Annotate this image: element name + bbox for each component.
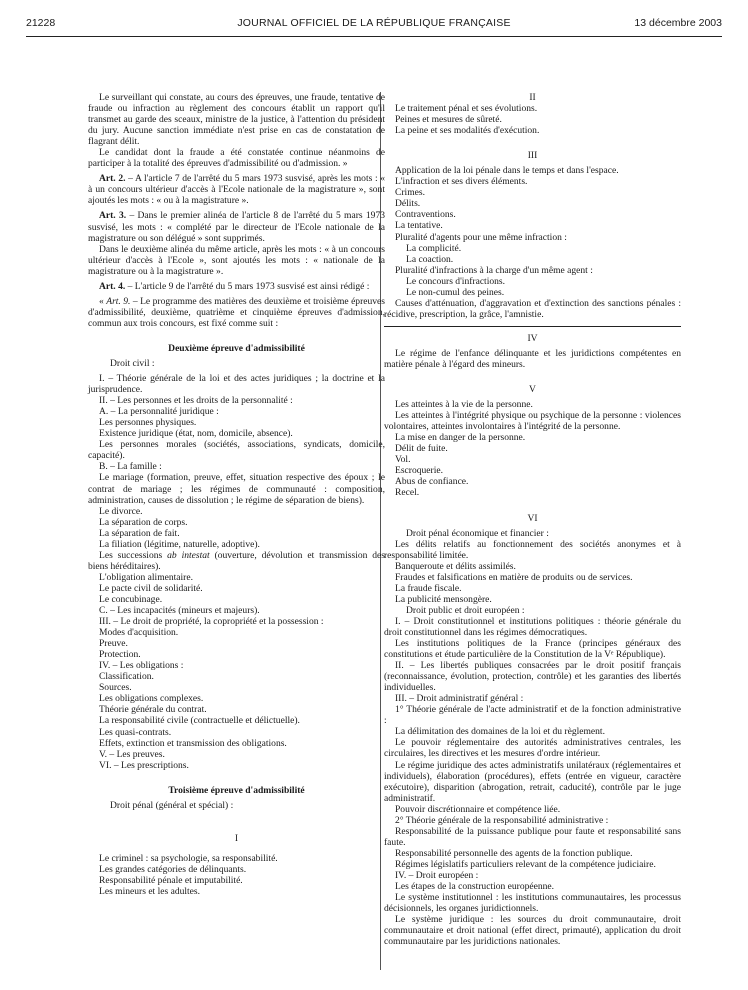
- list-item: Classification.: [99, 671, 154, 683]
- list-item: Effets, extinction et transmission des obligations.: [99, 737, 287, 749]
- list-item: Crimes.: [395, 187, 425, 199]
- list-item: Le régime de l'enfance délinquante et les juridictions compétentes en matière pénale à l'égard des mineurs.: [384, 347, 681, 370]
- list-item: III. – Droit administratif général :: [395, 693, 524, 705]
- article-label: Art. 3.: [99, 210, 127, 222]
- list-item: Le régime juridique des actes administratifs unilatéraux (réglementaires et individuels), élaboration (procédures), effets (entrée en vigueur, caractère exécutoire), disparition (abrogation, retrait, caducité), contrôle par le juge administratif.: [384, 759, 681, 804]
- page-number: 21228: [26, 17, 56, 29]
- list-item: V. – Les preuves.: [99, 748, 165, 760]
- publication-date: 13 décembre 2003: [634, 17, 722, 29]
- section-heading: Deuxième épreuve d'admissibilité: [168, 342, 305, 354]
- list-item: La publicité mensongère.: [395, 593, 492, 605]
- list-item: 2° Théorie générale de la responsabilité administrative :: [395, 814, 609, 826]
- list-item: Pouvoir discrétionnaire et compétence liée.: [395, 803, 561, 815]
- list-item: Les atteintes à l'intégrité physique ou psychique de la personne : violences volontaires, atteintes involontaires à l'intégrité de la personne.: [384, 410, 681, 433]
- roman-numeral: I: [234, 832, 239, 844]
- list-item: Les personnes morales (sociétés, associations, syndicats, domicile, capacité).: [88, 439, 385, 462]
- list-item: Protection.: [99, 649, 141, 661]
- list-item: L'infraction et ses divers éléments.: [395, 176, 528, 188]
- list-item: Les atteintes à la vie de la personne.: [395, 399, 533, 411]
- article-text: – L'article 9 de l'arrêté du 5 mars 1973 susvisé est ainsi rédigé :: [125, 280, 370, 292]
- list-item: 1° Théorie générale de l'acte administratif et de la fonction administrative :: [384, 704, 681, 727]
- list-item: Le traitement pénal et ses évolutions.: [395, 103, 538, 115]
- journal-title: JOURNAL OFFICIEL DE LA RÉPUBLIQUE FRANÇAISE: [237, 17, 511, 29]
- paragraph: Le candidat dont la fraude a été constatée continue néanmoins de participer à la totalité des épreuves d'admissibilité ou d'admission. »: [88, 147, 385, 170]
- list-item: Vol.: [395, 454, 411, 466]
- list-item: Le pouvoir réglementaire des autorités administratives centrales, les circulaires, les directives et les mesures d'ordre intérieur.: [384, 737, 681, 760]
- text-segment: (ouverture, dévolution et transmission des biens héréditaires).: [88, 549, 386, 572]
- list-item: La filiation (légitime, naturelle, adoptive).: [99, 538, 260, 550]
- list-item: Théorie générale du contrat.: [99, 704, 207, 716]
- list-item: VI. – Les prescriptions.: [99, 759, 189, 771]
- roman-numeral: VI: [527, 512, 538, 524]
- article-4: [88, 281, 385, 292]
- list-item: La séparation de corps.: [99, 516, 188, 528]
- list-item: Délits.: [395, 198, 421, 210]
- page-header: [26, 14, 722, 37]
- list-item: La responsabilité civile (contractuelle et délictuelle).: [99, 715, 300, 727]
- list-item: Existence juridique (état, nom, domicile, absence).: [99, 428, 293, 440]
- article-text: – Le programme des matières des deuxième et troisième épreuves d'admissibilité, deuxième, quatrième et cinquième épreuves d'admission, commun aux trois concours, est fixé comme suit :: [88, 295, 385, 329]
- list-item: Le criminel : sa psychologie, sa responsabilité.: [99, 852, 278, 864]
- list-item: La peine et ses modalités d'exécution.: [395, 125, 540, 137]
- article-text: – Dans le premier alinéa de l'article 8 de l'arrêté du 5 mars 1973 susvisé, les mots : « complété par le directeur de l'Ecole nationale de la magistrature ou son délégué » sont supprimés.: [88, 210, 385, 244]
- list-item: IV. – Les obligations :: [99, 660, 184, 672]
- list-item: I. – Théorie générale de la loi et des actes juridiques ; la doctrine et la jurisprudence.: [88, 373, 385, 396]
- list-item: Escroquerie.: [395, 465, 443, 477]
- article-label: Art. 2.: [99, 173, 126, 185]
- list-item: Le mariage (formation, preuve, effet, situation respective des époux ; le contrat de mariage ; les régimes de communauté : composition, administration, causes de dissolution ; le régime de séparation de biens).: [88, 472, 385, 506]
- list-item: C. – Les incapacités (mineurs et majeurs).: [99, 605, 260, 617]
- list-item: Les personnes physiques.: [99, 417, 197, 429]
- list-item: Le divorce.: [99, 505, 143, 517]
- list-item: Sources.: [99, 682, 132, 694]
- text-segment: Les successions: [99, 549, 168, 561]
- article-2: [88, 173, 385, 206]
- subject-label: Droit public et droit européen :: [406, 604, 525, 616]
- list-item: B. – La famille :: [99, 461, 162, 473]
- article-9: [88, 296, 385, 329]
- article-label: Art. 4.: [99, 280, 126, 292]
- list-item: [88, 550, 385, 572]
- list-item: La mise en danger de la personne.: [395, 432, 526, 444]
- list-item: Les institutions politiques de la France (principes généraux des constitutions et étude particulière de la Constitution de la Vᵉ République).: [384, 638, 681, 661]
- right-column: [384, 92, 681, 947]
- list-item: La coaction.: [406, 253, 454, 265]
- roman-numeral: II: [529, 92, 536, 103]
- left-column: [88, 92, 385, 897]
- list-item: Responsabilité personnelle des agents de la fonction publique.: [395, 847, 633, 859]
- quote-open: «: [99, 295, 107, 307]
- subject-label: Droit pénal économique et financier :: [406, 527, 549, 539]
- list-item: Contraventions.: [395, 209, 456, 221]
- list-item: Application de la loi pénale dans le temps et dans l'espace.: [395, 165, 619, 177]
- article-text: – A l'article 7 de l'arrêté du 5 mars 1973 susvisé, après les mots : « à un concours ultérieur d'accès à l'Ecole nationale de la magistrature », sont ajoutés les mots : « ou à la magistrature ».: [88, 173, 385, 207]
- roman-numeral: IV: [527, 332, 538, 344]
- list-item: L'obligation alimentaire.: [99, 571, 193, 583]
- list-item: Le pacte civil de solidarité.: [99, 582, 203, 594]
- divider-rule: [384, 326, 681, 327]
- list-item: Banqueroute et délits assimilés.: [395, 560, 516, 572]
- list-item: La fraude fiscale.: [395, 582, 462, 594]
- list-item: II. – Les libertés publiques consacrées par le droit positif français (reconnaissance, évolution, protection, contrôle) et les garanties des libertés individuelles.: [384, 660, 681, 694]
- list-item: Le concours d'infractions.: [406, 275, 506, 287]
- list-item: Responsabilité de la puissance publique pour faute et responsabilité sans faute.: [384, 825, 681, 848]
- list-item: Les quasi-contrats.: [99, 726, 172, 738]
- list-item: Les obligations complexes.: [99, 693, 204, 705]
- paragraph: Dans le deuxième alinéa du même article, après les mots : « à un concours ultérieur d'accès à l'Ecole », sont ajoutés les mots : « nationale de la magistrature ou à la magistrature ».: [88, 243, 385, 277]
- list-item: Pluralité d'infractions à la charge d'un même agent :: [395, 264, 593, 276]
- roman-numeral: V: [529, 384, 536, 396]
- list-item: Les délits relatifs au fonctionnement des sociétés anonymes et à responsabilité limitée.: [384, 538, 681, 561]
- list-item: Abus de confiance.: [395, 476, 469, 488]
- list-item: Les mineurs et les adultes.: [99, 886, 201, 897]
- list-item: La séparation de fait.: [99, 527, 180, 539]
- list-item: IV. – Droit européen :: [395, 870, 479, 881]
- list-item: Preuve.: [99, 638, 128, 650]
- list-item: Régimes législatifs particuliers relevant de la compétence judiciaire.: [395, 858, 656, 870]
- list-item: Le système juridique : les sources du droit communautaire, droit communautaire et droit national (effet direct, primauté), application du droit communautaire par les juridictions nationales.: [384, 914, 681, 948]
- list-item: Pluralité d'agents pour une même infraction :: [395, 231, 567, 243]
- list-item: Peines et mesures de sûreté.: [395, 114, 502, 126]
- subject-label: Droit pénal (général et spécial) :: [110, 799, 234, 811]
- list-item: La tentative.: [395, 220, 443, 232]
- list-item: Le concubinage.: [99, 593, 163, 605]
- list-item: La complicité.: [406, 242, 462, 254]
- text-italic: ab intestat: [167, 549, 210, 561]
- list-item: Le système institutionnel : les institutions communautaires, les processus décisionnels, les organes juridictionnels.: [384, 892, 681, 915]
- list-item: Recel.: [395, 487, 420, 499]
- list-item: Les grandes catégories de délinquants.: [99, 863, 247, 875]
- section-heading: Troisième épreuve d'admissibilité: [168, 784, 305, 796]
- list-item: Fraudes et falsifications en matière de produits ou de services.: [395, 571, 633, 583]
- list-item: I. – Droit constitutionnel et institutions politiques : théorie générale du droit constitutionnel dans les régimes démocratiques.: [384, 615, 681, 638]
- article-3: [88, 210, 385, 243]
- article-label: Art. 9.: [106, 295, 131, 307]
- list-item: Délit de fuite.: [395, 443, 448, 455]
- list-item: Les étapes de la construction européenne.: [395, 881, 555, 893]
- list-item: Causes d'atténuation, d'aggravation et d'extinction des sanctions pénales : récidive, prescription, la grâce, l'amnistie.: [384, 297, 681, 320]
- subject-label: Droit civil :: [110, 357, 155, 369]
- list-item: III. – Le droit de propriété, la copropriété et la possession :: [99, 616, 324, 628]
- list-item: Responsabilité pénale et imputabilité.: [99, 874, 243, 886]
- list-item: Modes d'acquisition.: [99, 627, 179, 639]
- list-item: A. – La personnalité juridique :: [99, 406, 219, 418]
- list-item: Le non-cumul des peines.: [406, 286, 505, 298]
- roman-numeral: III: [527, 150, 538, 162]
- list-item: La délimitation des domaines de la loi et du règlement.: [395, 726, 605, 738]
- list-item: II. – Les personnes et les droits de la personnalité :: [99, 395, 293, 407]
- paragraph: Le surveillant qui constate, au cours des épreuves, une fraude, tentative de fraude ou infraction au règlement des concours établit un rapport qu'il transmet au garde des sceaux, ministre de la justice, à l'attention du président du jury. Aucune sanction immédiate n'est prise en cas de constatation de flagrant délit.: [88, 92, 385, 148]
